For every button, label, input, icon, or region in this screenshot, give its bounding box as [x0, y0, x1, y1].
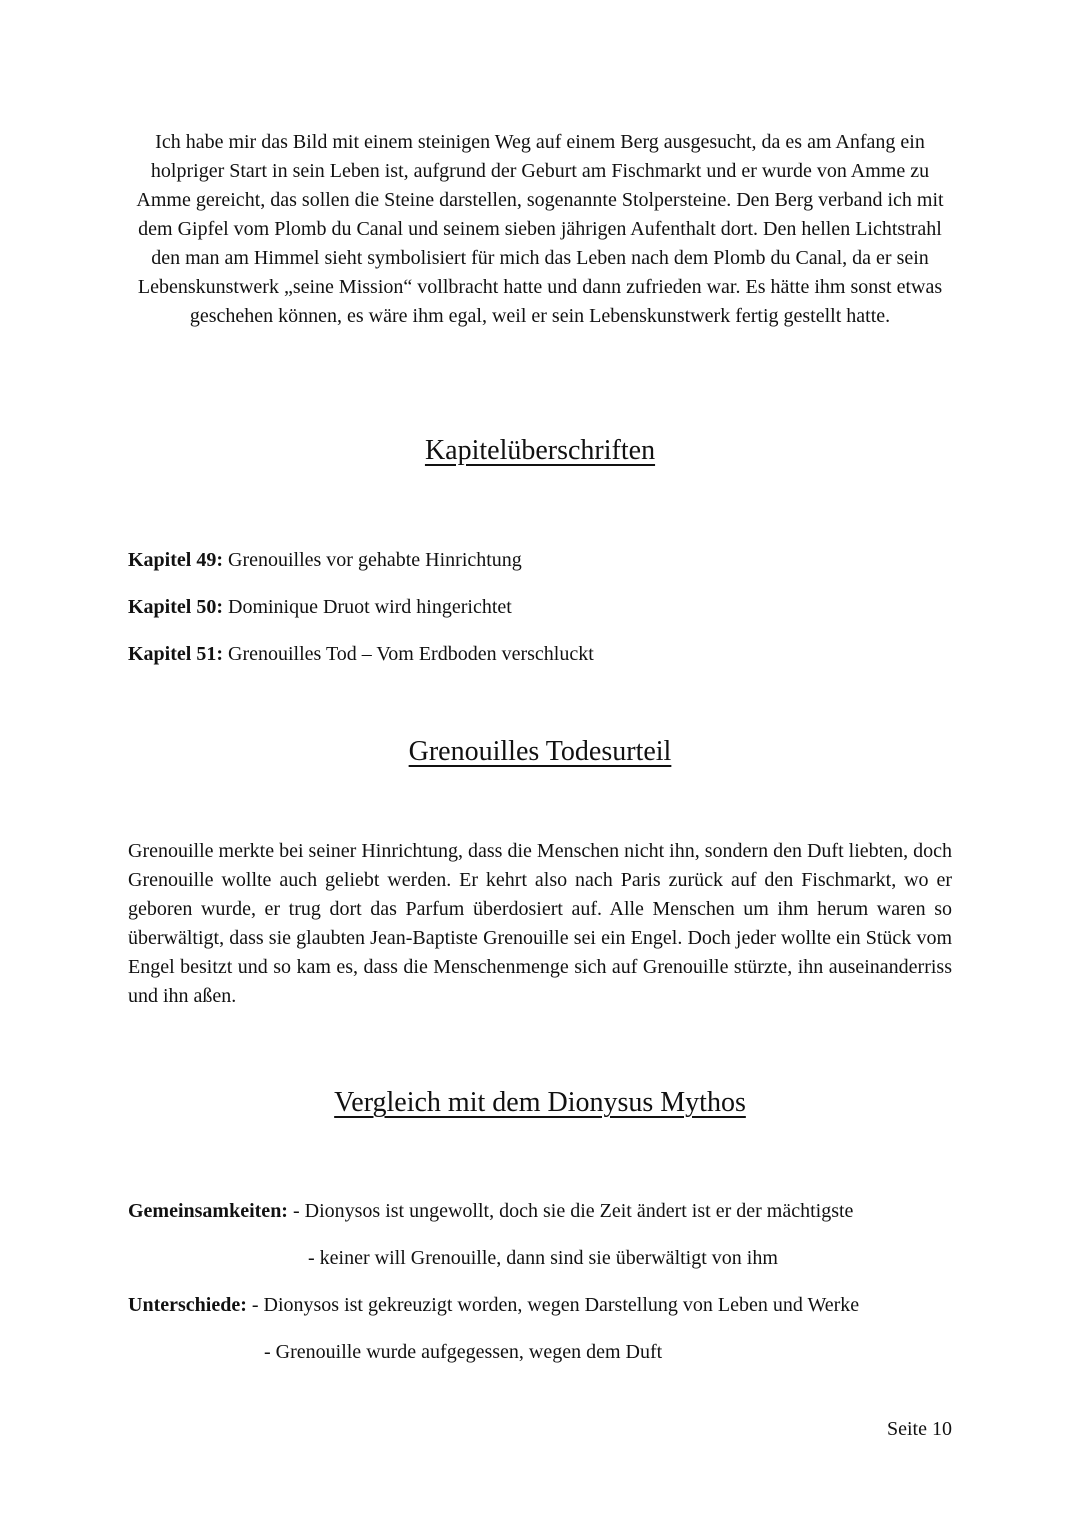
- chapter-label: Kapitel 51:: [128, 643, 223, 665]
- chapter-text: Grenouilles vor gehabte Hinrichtung: [228, 549, 522, 571]
- chapter-item: [128, 593, 512, 621]
- similarities-label: Gemeinsamkeiten:: [128, 1200, 288, 1222]
- death-sentence-title: Grenouilles Todesurteil: [408, 736, 672, 767]
- similarity-item: - keiner will Grenouille, dann sind sie überwältigt von ihm: [308, 1247, 778, 1269]
- chapter-headings-title: Kapitelüberschriften: [424, 435, 656, 466]
- similarities-line: [308, 1244, 778, 1272]
- death-sentence-paragraph: Grenouille merkte bei seiner Hinrichtung, dass die Menschen nicht ihn, sondern den Duft liebten, doch Grenouille wollte auch geliebt werden. Er kehrt also nach Paris zurück auf den Fischmarkt, wo er geboren wurde, er trug dort das Parfum überdosiert auf. Alle Menschen um ihm herum waren so überwältigt, dass sie glaubten Jean-Baptiste Grenouille sei ein Engel. Doch jeder wollte ein Stück vom Engel besitzt und so kam es, dass die Menschenmenge sich auf Grenouille stürzte, ihn auseinanderriss und ihn aßen.: [128, 840, 952, 1007]
- similarity-item: - Dionysos ist ungewollt, doch sie die Zeit ändert ist er der mächtigste: [292, 1200, 854, 1222]
- chapter-item: [128, 640, 594, 668]
- chapter-text: Dominique Druot wird hingerichtet: [228, 596, 512, 618]
- chapter-text: Grenouilles Tod – Vom Erdboden verschluckt: [228, 643, 594, 665]
- difference-item: - Grenouille wurde aufgegessen, wegen dem Duft: [264, 1341, 663, 1363]
- differences-line: [264, 1338, 662, 1366]
- dionysus-comparison-title: Vergleich mit dem Dionysus Mythos: [334, 1087, 746, 1118]
- chapter-label: Kapitel 50:: [128, 596, 223, 618]
- chapter-item: [128, 546, 522, 574]
- page-number: Seite 10: [887, 1418, 952, 1440]
- intro-paragraph: Ich habe mir das Bild mit einem steinigen Weg auf einem Berg ausgesucht, da es am Anfang ein holpriger Start in sein Leben ist, aufgrund der Geburt am Fischmarkt und er wurde von Amme zu Amme gereicht, das sollen die Steine darstellen, sogenannte Stolpersteine. Den Berg verband ich mit dem Gipfel vom Plomb du Canal und seinem sieben jährigen Aufenthalt dort. Den hellen Lichtstrahl den man am Himmel sieht symbolisiert für mich das Leben nach dem Plomb du Canal, da er sein Lebenskunstwerk „seine Mission“ vollbracht hatte und dann zufrieden war. Es hätte ihm sonst etwas geschehen können, es wäre ihm egal, weil er sein Lebenskunstwerk fertig gestellt hatte.: [136, 131, 944, 327]
- differences-label: Unterschiede:: [128, 1294, 247, 1316]
- differences-line: [128, 1291, 859, 1319]
- difference-item: - Dionysos ist gekreuzigt worden, wegen Darstellung von Leben und Werke: [251, 1294, 860, 1316]
- similarities-line: [128, 1197, 853, 1225]
- chapter-label: Kapitel 49:: [128, 549, 223, 571]
